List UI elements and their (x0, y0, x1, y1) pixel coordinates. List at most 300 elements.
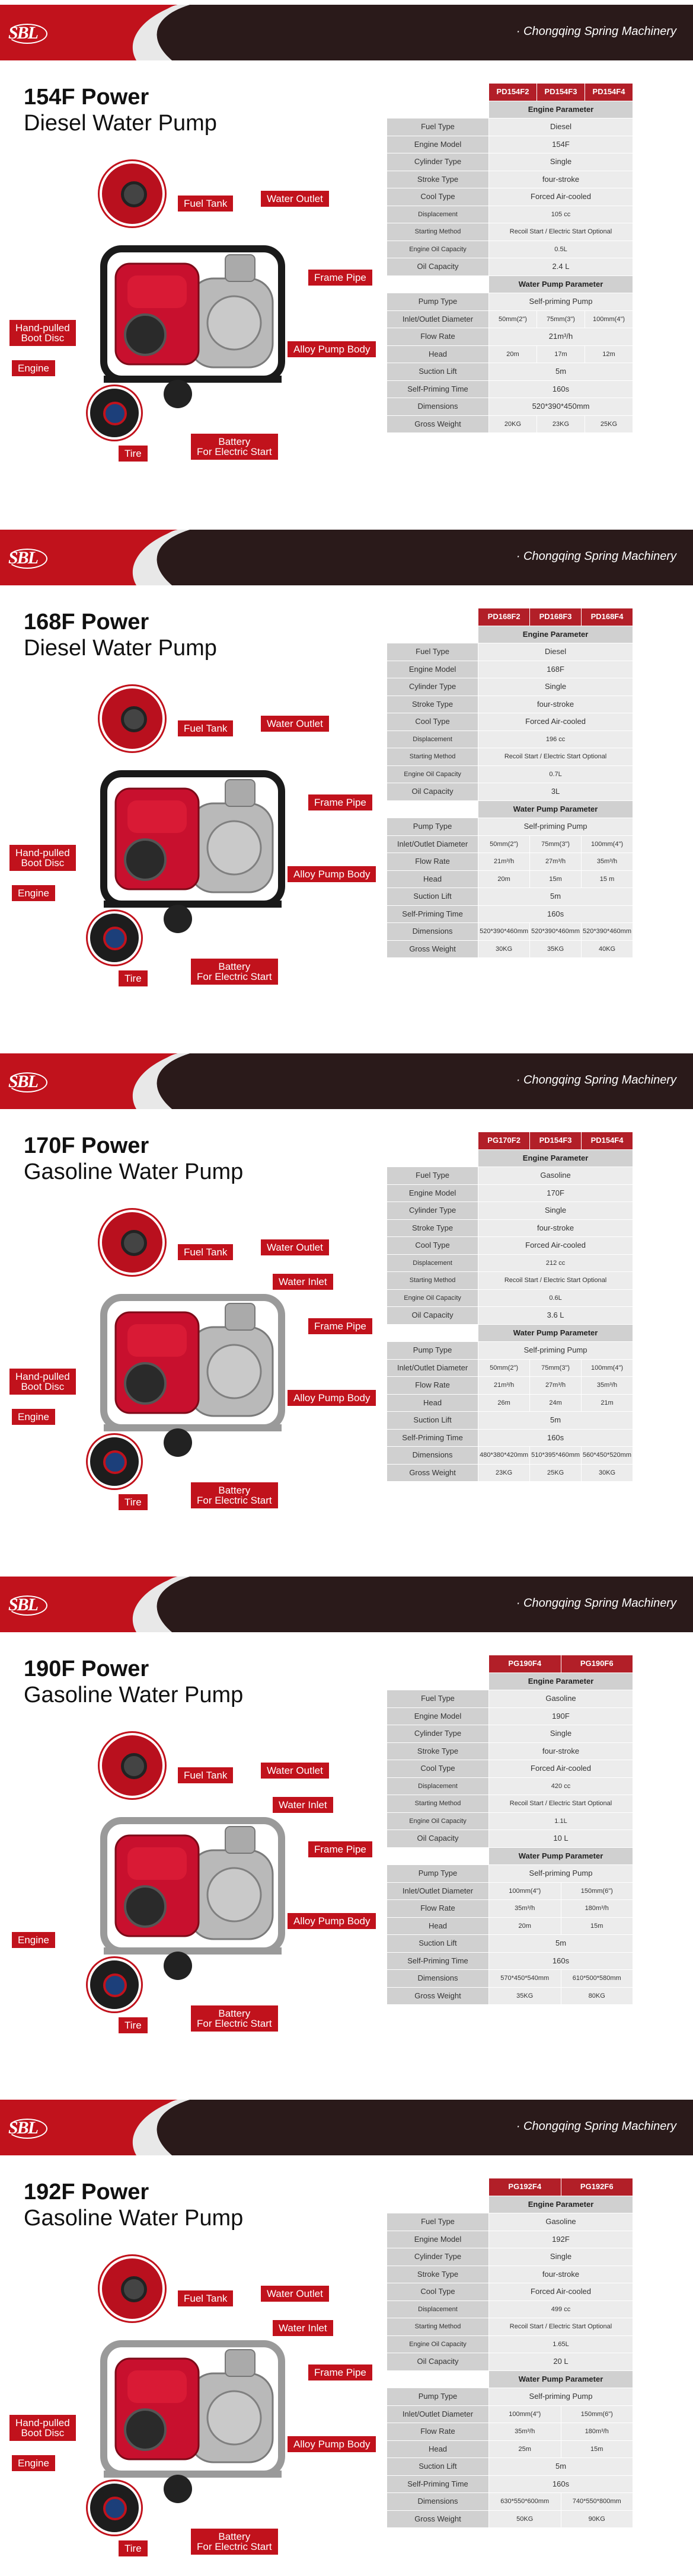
power-title: 168F Power (24, 610, 149, 635)
spec-row (387, 940, 633, 958)
logo-text: SBL (8, 548, 38, 568)
spec-value: 30KG (582, 1464, 633, 1482)
spec-value: 520*390*450mm (489, 398, 633, 416)
spec-value: 23KG (537, 415, 585, 433)
spec-row (387, 2388, 633, 2406)
spec-row (387, 293, 633, 311)
spec-row (387, 2318, 633, 2336)
water-pump-parameter-heading-row (387, 2370, 633, 2388)
callout-water-outlet: Water Outlet (261, 2286, 329, 2302)
callout-tire: Tire (119, 446, 148, 462)
spec-value: Self-priming Pump (478, 818, 633, 836)
power-title: 190F Power (24, 1657, 149, 1681)
spec-row (387, 345, 633, 363)
spec-value: Self-priming Pump (478, 1342, 633, 1360)
water-pump-parameter-heading-row (387, 1324, 633, 1342)
spec-label: Starting Method (387, 223, 489, 241)
fuel-cap-icon (121, 1753, 147, 1779)
spec-label: Displacement (387, 1254, 478, 1272)
spec-label: Head (387, 1917, 489, 1935)
spec-label: Engine Model (387, 136, 489, 153)
spec-value: four-stroke (489, 1742, 633, 1760)
spec-row (387, 2283, 633, 2301)
spec-value: 0.6L (478, 1289, 633, 1307)
spec-value: 105 cc (489, 206, 633, 223)
water-pump-parameter-heading: Water Pump Parameter (489, 2370, 633, 2388)
spec-value: 160s (489, 2475, 633, 2493)
spec-row (387, 1342, 633, 1360)
product-section (0, 525, 693, 1034)
spec-label: Gross Weight (387, 1464, 478, 1482)
spec-label: Dimensions (387, 2493, 489, 2511)
spec-label: Engine Oil Capacity (387, 1812, 489, 1830)
spec-label: Self-Priming Time (387, 380, 489, 398)
model-name: PD168F2 (478, 608, 530, 626)
tire-detail-circle (88, 911, 141, 965)
tire-hub-icon (103, 1450, 127, 1474)
spec-row (387, 1987, 633, 2005)
spec-row (387, 2231, 633, 2248)
callout-boot-disc: Hand-pulled Boot Disc (9, 845, 76, 871)
spec-row (387, 696, 633, 713)
spec-row (387, 2510, 633, 2528)
spec-value: four-stroke (478, 1219, 633, 1237)
pump-type-title: Gasoline Water Pump (24, 2206, 244, 2231)
spec-label: Starting Method (387, 1795, 489, 1813)
model-name: PG170F2 (478, 1132, 530, 1150)
spec-row (387, 1202, 633, 1220)
spec-row (387, 1237, 633, 1255)
spec-label: Fuel Type (387, 118, 489, 136)
spec-row (387, 923, 633, 941)
spec-label: Engine Oil Capacity (387, 2335, 489, 2353)
spec-row (387, 905, 633, 923)
spec-row (387, 363, 633, 381)
spec-value: 20m (489, 345, 537, 363)
product-title (24, 1656, 243, 1708)
spec-row (387, 2423, 633, 2441)
spec-row (387, 2475, 633, 2493)
spec-label: Engine Oil Capacity (387, 1289, 478, 1307)
spec-value: Self-priming Pump (489, 293, 633, 311)
spec-label: Dimensions (387, 923, 478, 941)
callout-alloy-body: Alloy Pump Body (288, 1390, 376, 1406)
product-title (24, 2179, 243, 2231)
spec-value: 170F (478, 1184, 633, 1202)
spec-row (387, 118, 633, 136)
model-name: PG192F6 (561, 2178, 633, 2196)
spec-label: Suction Lift (387, 363, 489, 381)
spec-row (387, 1707, 633, 1725)
spec-row (387, 1307, 633, 1325)
spec-value: 5m (489, 363, 633, 381)
spec-value: Forced Air-cooled (489, 2283, 633, 2301)
model-name: PG190F4 (489, 1655, 561, 1673)
spec-label: Inlet/Outlet Diameter (387, 2405, 489, 2423)
spec-row (387, 136, 633, 153)
spec-value: 30KG (478, 940, 530, 958)
spec-label: Self-Priming Time (387, 1429, 478, 1447)
spec-value: 21m³/h (489, 328, 633, 346)
engine-parameter-heading: Engine Parameter (489, 2196, 633, 2213)
logo-text: SBL (8, 1072, 38, 1091)
power-title: 154F Power (24, 85, 149, 110)
spec-row (387, 1690, 633, 1708)
spec-label: Gross Weight (387, 1987, 489, 2005)
spec-row (387, 853, 633, 871)
spec-value: 168F (478, 661, 633, 678)
spec-value: 154F (489, 136, 633, 153)
fuel-cap-icon (121, 2276, 147, 2302)
spec-label: Pump Type (387, 1865, 489, 1883)
spec-value: 570*450*540mm (489, 1970, 561, 1988)
logo-text: SBL (8, 1595, 38, 1614)
spec-row (387, 661, 633, 678)
pump-type-title: Gasoline Water Pump (24, 1683, 244, 1707)
spec-row (387, 1412, 633, 1430)
spec-label: Self-Priming Time (387, 2475, 489, 2493)
spec-row (387, 835, 633, 853)
spec-value: Single (489, 2248, 633, 2266)
spec-label: Cylinder Type (387, 678, 478, 696)
engine-parameter-heading-row (387, 1149, 633, 1167)
spec-label: Suction Lift (387, 888, 478, 906)
callout-engine: Engine (12, 885, 55, 901)
spec-value: Single (489, 153, 633, 171)
spec-value: four-stroke (489, 2266, 633, 2283)
model-name: PD154F3 (537, 84, 585, 101)
spec-label: Inlet/Outlet Diameter (387, 1882, 489, 1900)
spec-value: 1.65L (489, 2335, 633, 2353)
spec-label: Fuel Type (387, 1167, 478, 1185)
spec-row (387, 1952, 633, 1970)
spec-label: Fuel Type (387, 643, 478, 661)
spec-value: 212 cc (478, 1254, 633, 1272)
fuel-tank-detail-circle (100, 2256, 165, 2321)
tire-hub-icon (103, 402, 127, 425)
brand-logo (8, 546, 46, 570)
spec-table (387, 608, 633, 958)
spec-value: 520*390*460mm (530, 923, 582, 941)
tire-detail-circle (88, 2481, 141, 2535)
spec-row (387, 206, 633, 223)
water-pump-parameter-heading: Water Pump Parameter (489, 275, 633, 293)
spec-value: 50mm(2") (489, 310, 537, 328)
spec-row (387, 1935, 633, 1953)
spec-value: 10 L (489, 1830, 633, 1848)
spec-value: Forced Air-cooled (478, 1237, 633, 1255)
product-title (24, 84, 217, 136)
model-header-row (387, 84, 633, 101)
spec-label: Cool Type (387, 1760, 489, 1778)
spec-value: 35m³/h (582, 853, 633, 871)
spec-value: Forced Air-cooled (489, 1760, 633, 1778)
company-name: · Chongqing Spring Machinery (516, 1597, 676, 1610)
spec-value: Recoil Start / Electric Start Optional (489, 2318, 633, 2336)
spec-value: 75mm(3") (537, 310, 585, 328)
spec-row (387, 1394, 633, 1412)
model-name: PD154F3 (530, 1132, 582, 1150)
spec-row (387, 1272, 633, 1290)
spec-value: four-stroke (489, 171, 633, 188)
spec-value: 610*500*580mm (561, 1970, 633, 1988)
spec-row (387, 765, 633, 783)
spec-label: Oil Capacity (387, 2353, 489, 2371)
spec-value: 5m (489, 1935, 633, 1953)
spec-label: Engine Model (387, 1184, 478, 1202)
spec-value: 510*395*460mm (530, 1447, 582, 1465)
spec-row (387, 223, 633, 241)
spec-label: Cylinder Type (387, 1725, 489, 1743)
callout-fuel-tank: Fuel Tank (178, 720, 233, 736)
model-name: PG192F4 (489, 2178, 561, 2196)
spec-value: 100mm(4") (489, 2405, 561, 2423)
spec-row (387, 380, 633, 398)
callout-boot-disc: Hand-pulled Boot Disc (9, 2415, 76, 2441)
spec-label: Gross Weight (387, 940, 478, 958)
callout-alloy-body: Alloy Pump Body (288, 2436, 376, 2452)
spec-row (387, 2440, 633, 2458)
spec-row (387, 678, 633, 696)
product-section (0, 1572, 693, 2081)
brand-logo (8, 21, 46, 45)
spec-row (387, 1464, 633, 1482)
brand-logo (8, 1593, 46, 1617)
spec-value: 100mm(4") (489, 1882, 561, 1900)
spec-value: 3.6 L (478, 1307, 633, 1325)
spec-value: 80KG (561, 1987, 633, 2005)
spec-row (387, 643, 633, 661)
spec-label: Cool Type (387, 1237, 478, 1255)
model-name: PD154F2 (489, 84, 537, 101)
model-header-row (387, 608, 633, 626)
spec-row (387, 1777, 633, 1795)
spec-value: Gasoline (478, 1167, 633, 1185)
spec-value: 190F (489, 1707, 633, 1725)
callout-battery: Battery For Electric Start (191, 434, 278, 460)
spec-row (387, 1219, 633, 1237)
logo-ring-icon (7, 1595, 47, 1616)
spec-value: 26m (478, 1394, 530, 1412)
model-name: PD168F4 (582, 608, 633, 626)
spec-value: Recoil Start / Electric Start Optional (478, 1272, 633, 1290)
spec-value: 23KG (478, 1464, 530, 1482)
spec-row (387, 713, 633, 731)
engine-parameter-heading: Engine Parameter (478, 1149, 633, 1167)
spec-row (387, 1812, 633, 1830)
fuel-cap-icon (121, 706, 147, 732)
spec-value: four-stroke (478, 696, 633, 713)
spec-value: 2.4 L (489, 258, 633, 276)
spec-row (387, 1795, 633, 1813)
spec-label: Self-Priming Time (387, 905, 478, 923)
spec-label: Flow Rate (387, 2423, 489, 2441)
tire-detail-circle (88, 1435, 141, 1488)
spec-value: 630*550*600mm (489, 2493, 561, 2511)
callout-tire: Tire (119, 2017, 148, 2033)
callout-engine: Engine (12, 2455, 55, 2471)
model-name: PD168F3 (530, 608, 582, 626)
spec-label: Pump Type (387, 1342, 478, 1360)
spec-value: 20KG (489, 415, 537, 433)
spec-row (387, 328, 633, 346)
spec-label: Stroke Type (387, 1219, 478, 1237)
spec-value: 50mm(2") (478, 835, 530, 853)
brand-logo (8, 1070, 46, 1094)
spec-label: Displacement (387, 2301, 489, 2318)
callout-engine: Engine (12, 360, 55, 376)
section-banner (0, 1053, 693, 1109)
logo-text: SBL (8, 23, 38, 43)
spec-value: 5m (478, 888, 633, 906)
callout-battery: Battery For Electric Start (191, 1482, 278, 1508)
spec-row (387, 2353, 633, 2371)
spec-value: 21m³/h (478, 853, 530, 871)
spec-value: Diesel (489, 118, 633, 136)
spec-value: Recoil Start / Electric Start Optional (489, 1795, 633, 1813)
tire-hub-icon (103, 1973, 127, 1997)
spec-label: Flow Rate (387, 328, 489, 346)
spec-value: 100mm(4") (582, 1359, 633, 1377)
model-name: PD154F4 (582, 1132, 633, 1150)
spec-label: Cylinder Type (387, 2248, 489, 2266)
engine-parameter-heading-row (387, 626, 633, 643)
spec-value: 90KG (561, 2510, 633, 2528)
spec-row (387, 888, 633, 906)
callout-engine: Engine (12, 1932, 55, 1948)
spec-row (387, 1289, 633, 1307)
spec-row (387, 1725, 633, 1743)
spec-label: Head (387, 1394, 478, 1412)
spec-value: Single (489, 1725, 633, 1743)
spec-row (387, 258, 633, 276)
spec-label: Stroke Type (387, 171, 489, 188)
model-header-row (387, 1132, 633, 1150)
spec-row (387, 783, 633, 801)
spec-value: Gasoline (489, 1690, 633, 1708)
callout-tire: Tire (119, 1494, 148, 1510)
spec-label: Starting Method (387, 748, 478, 766)
spec-value: 480*380*420mm (478, 1447, 530, 1465)
logo-ring-icon (7, 549, 47, 569)
spec-value: 25KG (530, 1464, 582, 1482)
company-name: · Chongqing Spring Machinery (516, 2120, 676, 2133)
spec-value: 0.7L (478, 765, 633, 783)
spec-table (387, 1132, 633, 1482)
pump-type-title: Diesel Water Pump (24, 111, 217, 136)
spec-label: Cool Type (387, 2283, 489, 2301)
logo-ring-icon (7, 1072, 47, 1092)
section-banner (0, 5, 693, 60)
callout-engine: Engine (12, 1409, 55, 1425)
spec-label: Displacement (387, 730, 478, 748)
spec-value: Recoil Start / Electric Start Optional (478, 748, 633, 766)
product-section (0, 1049, 693, 1558)
spec-row (387, 1865, 633, 1883)
logo-text: SBL (8, 2118, 38, 2138)
callout-water-outlet: Water Outlet (261, 1239, 329, 1255)
callout-boot-disc: Hand-pulled Boot Disc (9, 320, 76, 346)
spec-row (387, 730, 633, 748)
spec-label: Oil Capacity (387, 1830, 489, 1848)
spec-label: Inlet/Outlet Diameter (387, 310, 489, 328)
spec-label: Inlet/Outlet Diameter (387, 835, 478, 853)
spec-label: Flow Rate (387, 1377, 478, 1395)
spec-value: 35m³/h (489, 2423, 561, 2441)
spec-label: Suction Lift (387, 1412, 478, 1430)
spec-table (387, 2178, 633, 2528)
fuel-cap-icon (121, 181, 147, 207)
spec-row (387, 1900, 633, 1918)
spec-value: 192F (489, 2231, 633, 2248)
spec-value: 5m (489, 2458, 633, 2476)
engine-parameter-heading: Engine Parameter (489, 101, 633, 118)
callout-water-outlet: Water Outlet (261, 716, 329, 732)
model-name: PD154F4 (585, 84, 633, 101)
logo-ring-icon (7, 2119, 47, 2139)
spec-row (387, 1970, 633, 1988)
spec-value: 24m (530, 1394, 582, 1412)
spec-label: Suction Lift (387, 2458, 489, 2476)
spec-label: Pump Type (387, 818, 478, 836)
spec-value: 15m (530, 870, 582, 888)
spec-label: Stroke Type (387, 1742, 489, 1760)
spec-label: Starting Method (387, 2318, 489, 2336)
spec-row (387, 1760, 633, 1778)
water-pump-parameter-heading: Water Pump Parameter (478, 1324, 633, 1342)
engine-parameter-heading: Engine Parameter (489, 1673, 633, 1690)
spec-label: Dimensions (387, 398, 489, 416)
fuel-tank-detail-circle (100, 161, 165, 226)
spec-value: Self-priming Pump (489, 1865, 633, 1883)
spec-row (387, 2213, 633, 2231)
logo-ring-icon (7, 24, 47, 44)
engine-parameter-heading-row (387, 2196, 633, 2213)
spec-row (387, 171, 633, 188)
spec-value: 196 cc (478, 730, 633, 748)
spec-value: 180m³/h (561, 2423, 633, 2441)
power-title: 192F Power (24, 2180, 149, 2205)
callout-frame-pipe: Frame Pipe (308, 270, 372, 286)
spec-row (387, 1830, 633, 1848)
spec-label: Displacement (387, 1777, 489, 1795)
spec-row (387, 2335, 633, 2353)
product-title (24, 1133, 243, 1185)
spec-label: Engine Oil Capacity (387, 241, 489, 258)
spec-row (387, 1882, 633, 1900)
spec-label: Flow Rate (387, 853, 478, 871)
spec-label: Stroke Type (387, 2266, 489, 2283)
tire-detail-circle (88, 1958, 141, 2011)
spec-value: 15m (561, 1917, 633, 1935)
spec-value: 50KG (489, 2510, 561, 2528)
spec-label: Cylinder Type (387, 1202, 478, 1220)
callout-frame-pipe: Frame Pipe (308, 1841, 372, 1857)
spec-value: 12m (585, 345, 633, 363)
spec-value: 50mm(2") (478, 1359, 530, 1377)
spec-value: 35m³/h (582, 1377, 633, 1395)
spec-row (387, 1254, 633, 1272)
spec-value: 25KG (585, 415, 633, 433)
spec-label: Engine Model (387, 1707, 489, 1725)
spec-row (387, 310, 633, 328)
spec-label: Engine Model (387, 2231, 489, 2248)
spec-value: 150mm(6") (561, 1882, 633, 1900)
callout-alloy-body: Alloy Pump Body (288, 1913, 376, 1929)
pump-type-title: Diesel Water Pump (24, 636, 217, 661)
spec-value: 520*390*460mm (478, 923, 530, 941)
spec-row (387, 818, 633, 836)
